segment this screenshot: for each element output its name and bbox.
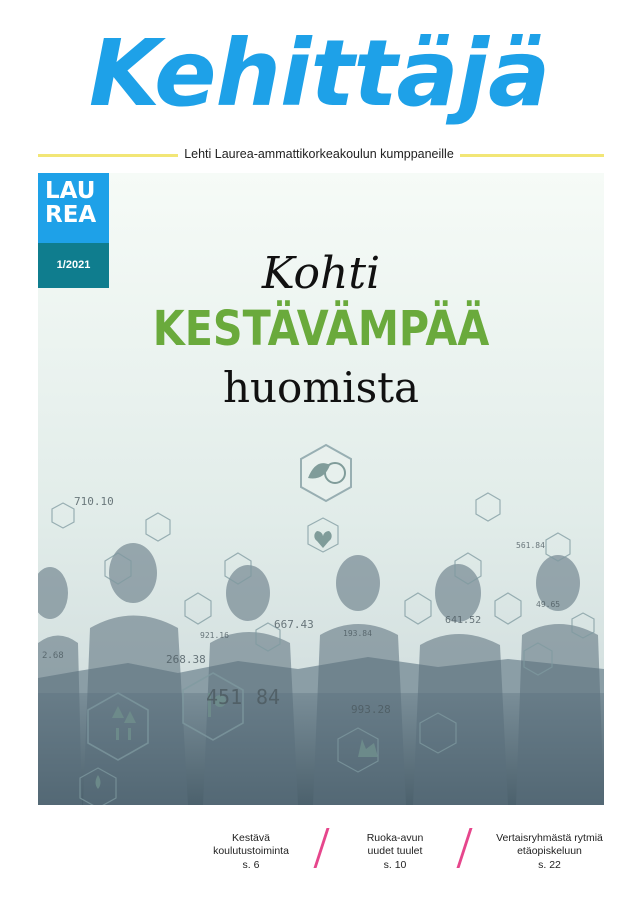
teaser-page: s. 10	[383, 858, 407, 871]
teaser-food-aid	[345, 832, 445, 872]
teaser-line: uudet tuulet	[367, 845, 423, 858]
laurea-logo	[38, 173, 109, 243]
graphic-number: 49.65	[536, 600, 561, 609]
graphic-number: 268.38	[166, 653, 206, 666]
headline-line-3: huomista	[222, 363, 420, 412]
headline-line-1: Kohti	[261, 248, 381, 299]
graphic-number: 84	[256, 685, 281, 709]
graphic-number: 193.84	[343, 629, 372, 638]
graphic-number: 451	[206, 685, 243, 709]
teaser-peer-group	[482, 832, 617, 872]
teaser-line: etäopiskeluun	[517, 845, 582, 858]
teaser-sustainable-education	[196, 832, 306, 872]
magazine-title: Kehittäjä	[88, 20, 550, 127]
graphic-number: 641.52	[445, 615, 482, 626]
graphic-number: 993.28	[351, 703, 391, 716]
graphic-number: 921.16	[200, 631, 229, 640]
logo-line-2: REA	[45, 202, 97, 229]
headline-line-2: KESTÄVÄMPÄÄ	[152, 301, 490, 357]
teaser-line: Kestävä	[232, 832, 270, 844]
logo-line-1: LAU	[45, 178, 96, 204]
teaser-line: Ruoka-avun	[366, 832, 424, 844]
graphic-number: 561.84	[516, 541, 545, 550]
issue-badge: 1/2021	[38, 243, 109, 288]
graphic-number: 667.43	[274, 618, 314, 631]
teaser-page: s. 22	[538, 858, 561, 871]
divider-slash	[457, 828, 473, 868]
graphic-number: 2.68	[42, 651, 64, 661]
teaser-line: koulutustoiminta	[213, 845, 289, 858]
teaser-line: Vertaisryhmästä rytmiä	[496, 832, 603, 844]
tagline: Lehti Laurea-ammattikorkeakoulun kumppaneille	[0, 147, 638, 161]
cover-image	[38, 173, 604, 805]
teaser-page: s. 6	[242, 858, 260, 871]
graphic-number: 710.10	[74, 495, 114, 508]
divider-slash	[314, 828, 330, 868]
